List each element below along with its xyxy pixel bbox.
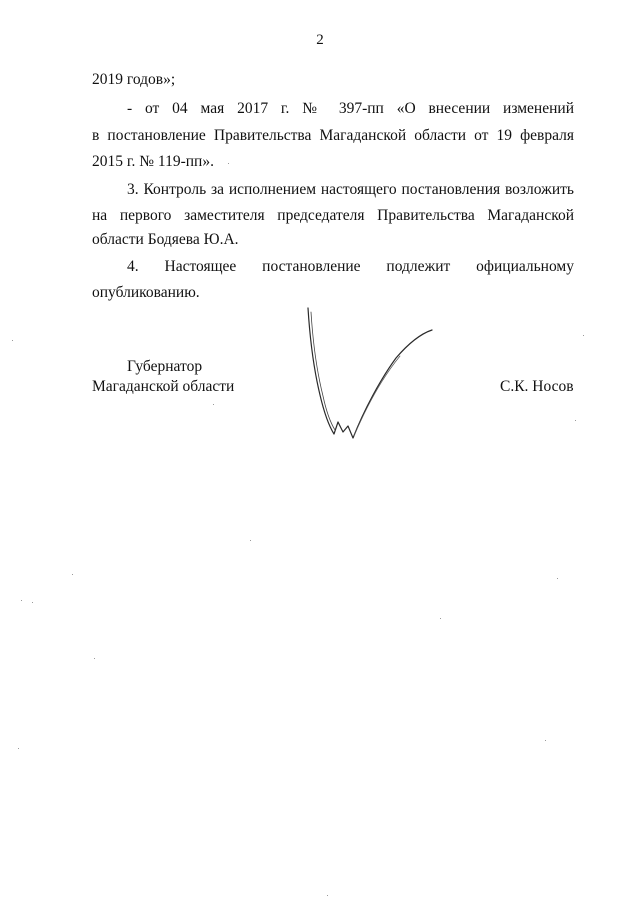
scan-speck [440,618,441,619]
handwritten-signature [296,300,446,450]
text-line-8: 4. Настоящее постановление подлежит официальному [127,258,574,275]
signatory-title-line-1: Губернатор [127,358,203,375]
scan-speck [557,578,558,579]
scan-speck [545,740,546,741]
scan-speck [327,895,328,896]
scan-speck [32,602,33,603]
signatory-title-line-2: Магаданской области [92,378,235,395]
scan-speck [213,404,214,405]
scan-speck [575,420,576,421]
scan-speck [18,748,19,749]
scan-speck [72,574,73,575]
scan-speck [250,540,251,541]
text-line-4: 2015 г. № 119-пп». [92,153,214,170]
text-line-3: в постановление Правительства Магаданской области от 19 февраля [92,127,574,144]
scan-speck [228,163,229,164]
text-line-7: области Бодяева Ю.А. [92,231,239,248]
text-line-5: 3. Контроль за исполнением настоящего постановления возложить [127,181,574,198]
text-line-2: - от 04 мая 2017 г. № 397-пп «О внесении изменений [127,100,574,117]
scan-speck [21,600,22,601]
text-line-6: на первого заместителя председателя Правительства Магаданской [92,207,574,224]
text-line-1: 2019 годов»; [92,71,176,88]
signatory-name: С.К. Носов [500,378,574,395]
scan-speck [12,340,13,341]
scan-speck [94,658,95,659]
scan-speck [583,335,584,336]
text-line-9: опубликованию. [92,284,200,301]
page-number: 2 [316,32,324,48]
